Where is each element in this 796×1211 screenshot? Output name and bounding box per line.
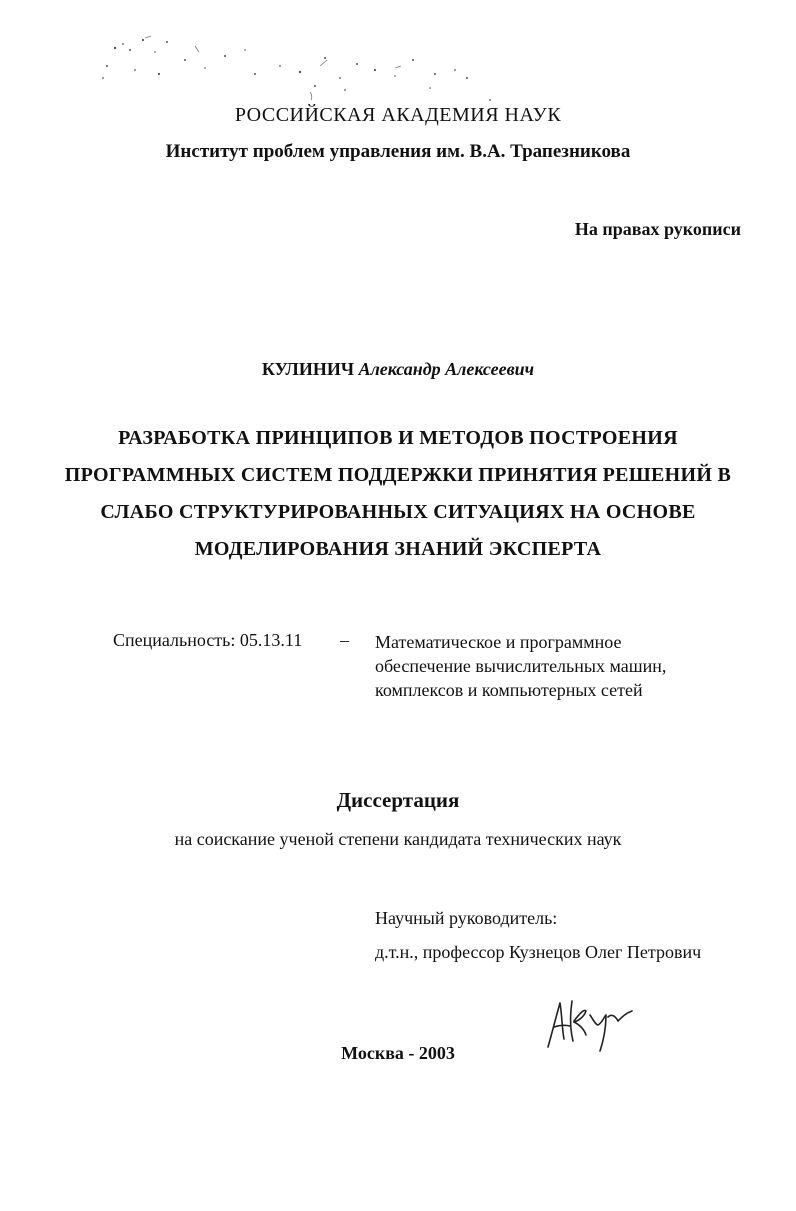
institute-name: Институт проблем управления им. В.А. Трапезникова <box>165 141 631 162</box>
author-surname: КУЛИНИЧ <box>261 359 355 379</box>
title-line: ПРОГРАММНЫХ СИСТЕМ ПОДДЕРЖКИ ПРИНЯТИЯ РЕШЕНИЙ В <box>64 464 732 486</box>
author-given-names: Александр Алексеевич <box>358 359 535 379</box>
city-year: Москва - 2003 <box>341 1043 455 1063</box>
manuscript-note: На правах рукописи <box>574 219 741 239</box>
specialty-line: Математическое и программное <box>375 632 622 652</box>
supervisor-label: Научный руководитель: <box>375 908 558 928</box>
specialty-dash: – <box>340 630 349 650</box>
degree-line: на соискание ученой степени кандидата технических наук <box>174 829 622 849</box>
dissertation-title <box>40 420 756 568</box>
title-line: РАЗРАБОТКА ПРИНЦИПОВ И МЕТОДОВ ПОСТРОЕНИЯ <box>118 427 678 449</box>
title-line: СЛАБО СТРУКТУРИРОВАННЫХ СИТУАЦИЯХ НА ОСНОВЕ <box>100 501 696 523</box>
specialty-description <box>375 630 666 702</box>
specialty-label: Специальность: 05.13.11 <box>113 630 303 650</box>
scan-noise-marks <box>95 30 495 110</box>
specialty-line: обеспечение вычислительных машин, <box>375 656 667 676</box>
academy-name: РОССИЙСКАЯ АКАДЕМИЯ НАУК <box>234 104 562 126</box>
dissertation-heading: Диссертация <box>336 788 460 812</box>
specialty-line: комплексов и компьютерных сетей <box>375 680 643 700</box>
supervisor-name: д.т.н., профессор Кузнецов Олег Петрович <box>375 942 702 962</box>
author-name <box>0 359 796 380</box>
title-line: МОДЕЛИРОВАНИЯ ЗНАНИЙ ЭКСПЕРТА <box>194 538 602 560</box>
